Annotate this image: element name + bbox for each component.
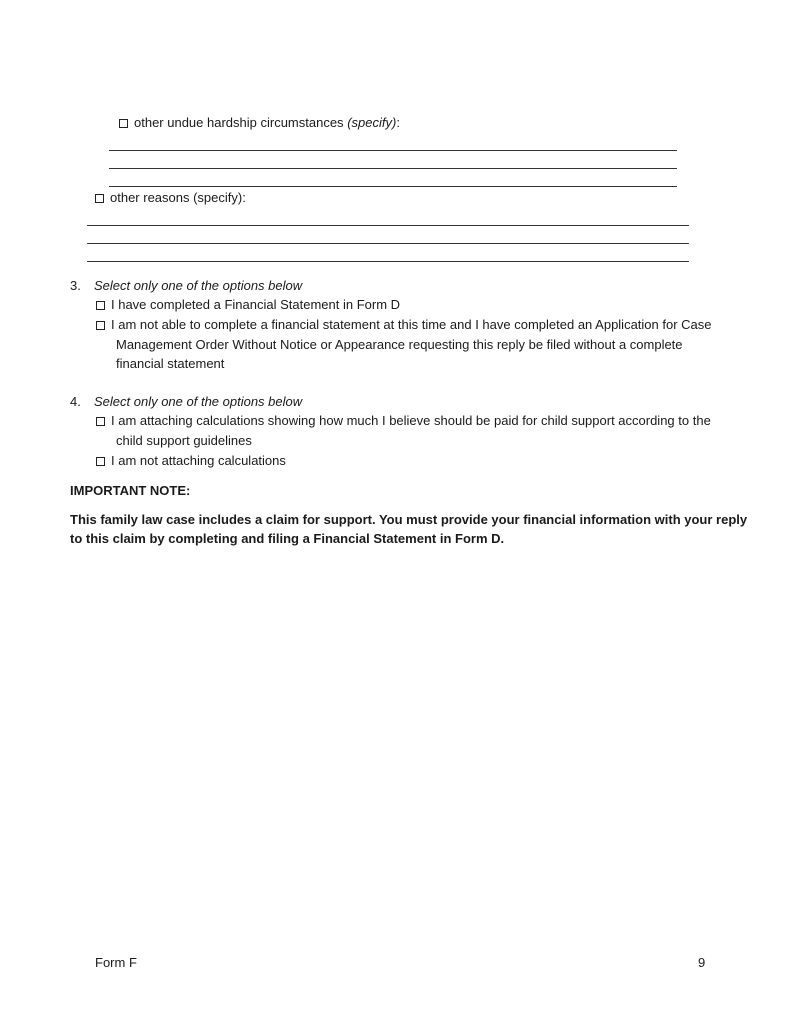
hardship-line-3[interactable] xyxy=(109,186,677,187)
important-note-line-1: This family law case includes a claim for support. You must provide your financial information with your reply xyxy=(70,512,748,527)
hardship-label: other undue hardship circumstances xyxy=(134,115,348,130)
q3-option-1 xyxy=(96,297,400,313)
q3-instruction: Select only one of the options below xyxy=(94,278,303,293)
q4-number: 4. xyxy=(70,394,81,409)
hardship-option xyxy=(119,115,400,131)
q3-option-2 xyxy=(96,317,712,333)
hardship-line-2[interactable] xyxy=(109,168,677,169)
other-reasons-line-1[interactable] xyxy=(87,225,689,226)
other-reasons-option xyxy=(95,190,246,206)
footer-page-number: 9 xyxy=(698,955,706,970)
q4-option-2 xyxy=(96,453,286,469)
q4-option-2-checkbox[interactable] xyxy=(96,457,105,466)
hardship-checkbox[interactable] xyxy=(119,119,128,128)
q4-instruction: Select only one of the options below xyxy=(94,394,303,409)
other-reasons-line-3[interactable] xyxy=(87,261,689,262)
footer-form-name: Form F xyxy=(95,955,137,970)
q4-option-1-label-line-1: I am attaching calculations showing how much I believe should be paid for child support according to the xyxy=(111,413,711,428)
q3-number: 3. xyxy=(70,278,81,293)
hardship-line-1[interactable] xyxy=(109,150,677,151)
other-reasons-line-2[interactable] xyxy=(87,243,689,244)
q3-option-2-label-line-1: I am not able to complete a financial statement at this time and I have completed an Application for Case xyxy=(111,317,712,332)
q4-option-1-checkbox[interactable] xyxy=(96,417,105,426)
q3-option-1-label: I have completed a Financial Statement in Form D xyxy=(111,297,401,312)
hardship-specify: (specify) xyxy=(347,115,397,130)
q4-option-2-label: I am not attaching calculations xyxy=(111,453,286,468)
q4-option-1 xyxy=(96,413,711,429)
q3-option-2-checkbox[interactable] xyxy=(96,321,105,330)
hardship-colon: : xyxy=(396,115,400,130)
q3-option-1-checkbox[interactable] xyxy=(96,301,105,310)
important-note-line-2: to this claim by completing and filing a Financial Statement in Form D. xyxy=(70,531,505,546)
important-note-heading: IMPORTANT NOTE: xyxy=(70,483,191,498)
other-reasons-checkbox[interactable] xyxy=(95,194,104,203)
q3-option-2-label-line-2: Management Order Without Notice or Appearance requesting this reply be filed without a complete xyxy=(116,337,683,352)
q3-option-2-label-line-3: financial statement xyxy=(116,356,225,371)
q4-option-1-label-line-2: child support guidelines xyxy=(116,433,252,448)
other-reasons-label: other reasons (specify): xyxy=(110,190,246,205)
